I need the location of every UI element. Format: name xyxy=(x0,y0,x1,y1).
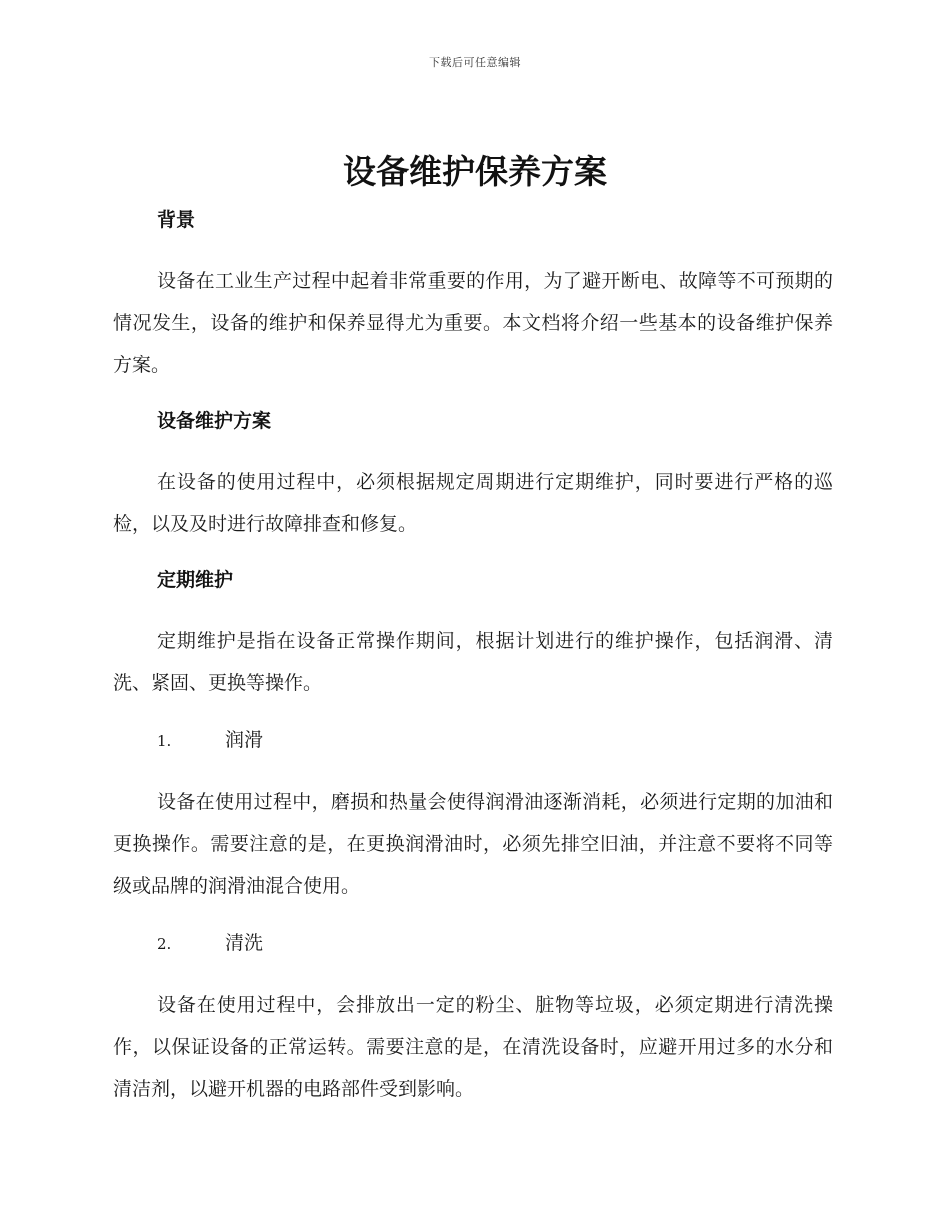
paragraph-periodic-maintenance: 定期维护是指在设备正常操作期间，根据计划进行的维护操作，包括润滑、清洗、紧固、更换等操作。 xyxy=(113,630,833,694)
list-item-lubrication xyxy=(113,726,833,755)
list-label: 清洗 xyxy=(225,932,264,954)
heading-maintenance-plan: 设备维护方案 xyxy=(157,410,272,432)
list-item-cleaning xyxy=(113,929,833,958)
paragraph-lubrication: 设备在使用过程中，磨损和热量会使得润滑油逐渐消耗，必须进行定期的加油和更换操作。需要注意的是，在更换润滑油时，必须先排空旧油，并注意不要将不同等级或品牌的润滑油混合使用。 xyxy=(113,791,833,897)
list-number: 1. xyxy=(157,732,172,750)
list-label: 润滑 xyxy=(225,729,264,751)
header-note: 下载后可任意编辑 xyxy=(429,56,521,69)
list-number: 2. xyxy=(157,935,172,953)
paragraph-cleaning: 设备在使用过程中，会排放出一定的粉尘、脏物等垃圾，必须定期进行清洗操作，以保证设备的正常运转。需要注意的是，在清洗设备时，应避开用过多的水分和清洁剂，以避开机器的电路部件受到影响。 xyxy=(113,994,833,1100)
heading-background: 背景 xyxy=(157,209,196,231)
paragraph-maintenance-plan: 在设备的使用过程中，必须根据规定周期进行定期维护，同时要进行严格的巡检，以及及时进行故障排查和修复。 xyxy=(113,471,833,535)
document-body xyxy=(113,206,833,1110)
document-title: 设备维护保养方案 xyxy=(343,152,607,191)
paragraph-background: 设备在工业生产过程中起着非常重要的作用，为了避开断电、故障等不可预期的情况发生，设备的维护和保养显得尤为重要。本文档将介绍一些基本的设备维护保养方案。 xyxy=(113,270,833,376)
heading-periodic-maintenance: 定期维护 xyxy=(157,569,234,591)
